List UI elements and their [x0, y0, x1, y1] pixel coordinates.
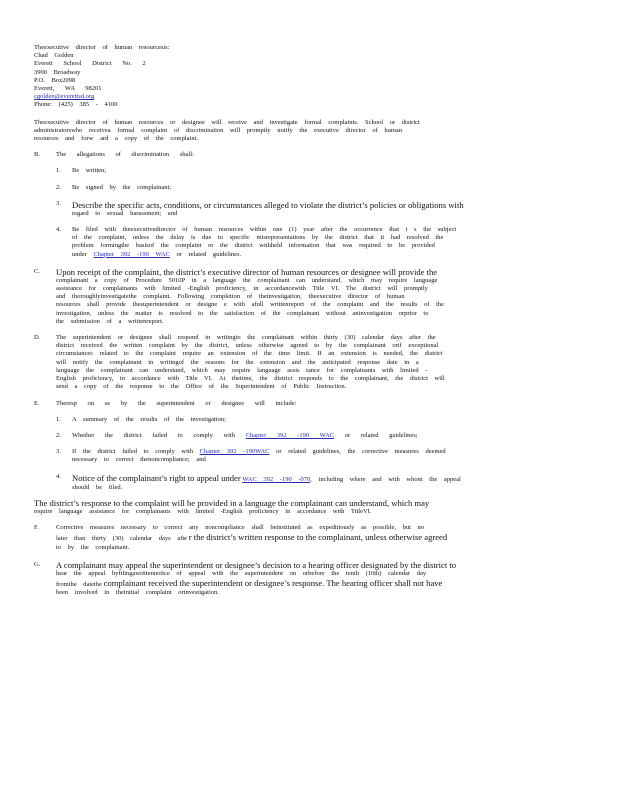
item-text: under: [72, 250, 87, 258]
section-line: English proficiency, in accordance with Title VI. At thetime, the district responds to the complainant, the district will: [56, 375, 445, 383]
section-text: complainant received the superintendent or designee’s response. The hearing officer shall not have: [103, 577, 443, 588]
section-line: the submission of a writtenreport.: [56, 317, 164, 325]
section-line: investigation, unless the matter is resolved to the satisfaction of the complainant without aninvestigation orprior to: [56, 309, 429, 317]
list-item: [56, 448, 574, 464]
item-line: of the complaint, unless the delay is due to specific misrepresentations by the district that it had resolved the: [72, 234, 444, 242]
section-marker: F.: [34, 524, 39, 532]
section-marker: E.: [34, 399, 40, 407]
wac-chapter-link[interactable]: Chapter 392 -190 WAC: [245, 431, 335, 439]
item-line: problem formingthe basisof the complaint or the district withheld information that was required to be provided: [72, 242, 435, 250]
section-marker: B.: [34, 151, 40, 159]
item-line: Describe the specific acts, conditions, or circumstances alleged to violate the district’s policies or obligations with: [72, 199, 464, 210]
item-line: Be signed by the complainant;: [72, 183, 172, 191]
contact-line: 3900 Broadway: [34, 68, 81, 76]
item-line: Be written;: [72, 167, 107, 175]
item-number: 2.: [56, 183, 61, 191]
item-text: , including where and with whom the appeal: [310, 475, 461, 483]
section-line: Corrective measures necessary to correct any noncompliance shall beinstituted as expeditiously as possible, but no: [56, 524, 425, 532]
item-text: or related guidelines.: [176, 250, 242, 258]
item-line: Be filed with theexecutivedirector of human resources within one (1) year after the occurrence that i s the subject: [72, 226, 457, 234]
item-number: 1.: [56, 415, 61, 423]
list-item: [56, 432, 574, 440]
section-c: [34, 267, 574, 326]
section-line: will notify the complainant in writingof the reasons for the extension and the anticipated response date in a: [56, 358, 419, 366]
section-line: hear the appeal byfilingawrittennotice of appeal with the superintendent on orbefore the tenth (10th) calendar day: [56, 569, 427, 577]
contact-phone: Phone: (425) 385 - 4100: [34, 101, 118, 109]
intro-paragraph: [34, 119, 574, 144]
section-line: district received the written complaint by the district, unless otherwise agreed to by the complainant orif exceptional: [56, 342, 439, 350]
item-number: 4.: [56, 472, 61, 480]
section-text: later than thirty (30) calendar days afte: [56, 535, 188, 543]
section-d: [34, 334, 574, 391]
section-text: fromthe datethe: [56, 580, 102, 588]
intro-line: administratorswho receivea formal complaint of discrimination will promptly notify the executive director of human: [34, 126, 403, 134]
list-item: [56, 473, 574, 492]
list-item: [56, 200, 574, 218]
contact-email-link[interactable]: cgolden@everettsd.org: [34, 93, 95, 101]
section-line: The superintendent or designee shall respond in writingto the complainant within thirty (30) calendar days after the: [56, 334, 436, 342]
section-b: [34, 151, 574, 259]
item-line: regard to sexual harassment; and: [72, 209, 178, 217]
section-e: [34, 400, 574, 492]
list-item: [56, 226, 574, 259]
item-line: necessary to correct thenoncompliance; and: [72, 456, 206, 464]
section-line: to by the complainant.: [56, 543, 130, 551]
section-line: send a copy of the response to the Office of the Superintendent of Public Instruction.: [56, 383, 347, 391]
list-item: [56, 184, 574, 192]
contact-line: P.O. Box2098: [34, 76, 76, 84]
item-number: 1.: [56, 167, 61, 175]
item-line: A summary of the results of the investigation;: [72, 415, 226, 423]
section-line: and thoroughlyinvestigatethe complaint. Following completion of theinvestigation, theexecutive director of human: [56, 293, 405, 301]
intro-line: Theexecutive director of human resources or designee will receive and investigate formal complaints. School or district: [34, 118, 420, 126]
item-number: 2.: [56, 431, 61, 439]
section-line: Upon receipt of the complaint, the district’s executive director of human resources or designee will provide the: [56, 266, 438, 277]
section-marker: C.: [34, 267, 40, 275]
section-lead: The allegations of discrimination shall:: [56, 151, 194, 159]
item-text: or related guidelines;: [344, 431, 418, 439]
item-text: or related guidelines, the corrective measures deemed: [276, 448, 446, 456]
section-f: [34, 524, 574, 552]
item-text: Whether the district failed to comply with: [72, 431, 236, 439]
intro-line: resources and forw ard a copy of the complaint.: [34, 135, 198, 143]
response-paragraph: [34, 498, 574, 516]
contact-line: Everett School District No. 2: [34, 60, 146, 68]
item-text: Notice of the complainant’s right to appeal under: [72, 472, 241, 483]
wac-chapter-link[interactable]: Chapter 392 -190WAC: [199, 448, 270, 456]
section-marker: G.: [34, 560, 41, 568]
section-marker: D.: [34, 334, 41, 342]
item-number: 4.: [56, 226, 61, 234]
section-text: r the district’s written response to the complainant, unless otherwise agreed: [188, 532, 448, 543]
contact-line: Everett, WA 98201: [34, 85, 102, 93]
item-line: should be filed.: [72, 483, 123, 491]
response-line: The district’s response to the complaint will be provided in a language the complainant can understand, which may: [34, 497, 430, 508]
section-line: resources shall provide thesuperintendent or designe e with afull writtenreport of the complaint and the results of the: [56, 301, 445, 309]
response-line: require language assistance for complainants with limited -English proficiency in accordance with TitleVI.: [34, 507, 372, 515]
section-line: language the complainant can understand, which may require language assis tance for complainants with limited -: [56, 366, 428, 374]
section-line: circumstances related to the complaint require an extension of the time limit. If an extension is needed, the district: [56, 350, 443, 358]
section-line: been involved in theinitial complaint orinvestigation.: [56, 589, 219, 597]
section-g: [34, 560, 574, 598]
section-line: assistance for complainants with limited -English proficiency, in accordancewith Title VI. The district will promptly: [56, 285, 428, 293]
item-text: If the district failed to comply with: [72, 448, 193, 456]
contact-line: Theexecutive director of human resourcesis:: [34, 44, 170, 51]
section-lead: Theresp on se by the superintendent or designee will include:: [56, 399, 297, 407]
contact-block: [34, 44, 574, 110]
list-item: [56, 167, 574, 175]
section-line: A complainant may appeal the superintendent or designee’s decision to a hearing officer designated by the district to: [56, 559, 457, 570]
item-number: 3.: [56, 199, 61, 207]
list-item: [56, 416, 574, 424]
item-number: 3.: [56, 448, 61, 456]
wac-section-link[interactable]: WAC 392 -190 -070: [242, 475, 311, 483]
document-body: [34, 44, 574, 597]
contact-line: Chad Golden: [34, 52, 74, 60]
wac-chapter-link[interactable]: Chapter 392 -190 WAC: [93, 250, 170, 258]
section-line: complainant a copy of Procedure 5010P in a language the complainant can understand, which may require language: [56, 276, 438, 284]
